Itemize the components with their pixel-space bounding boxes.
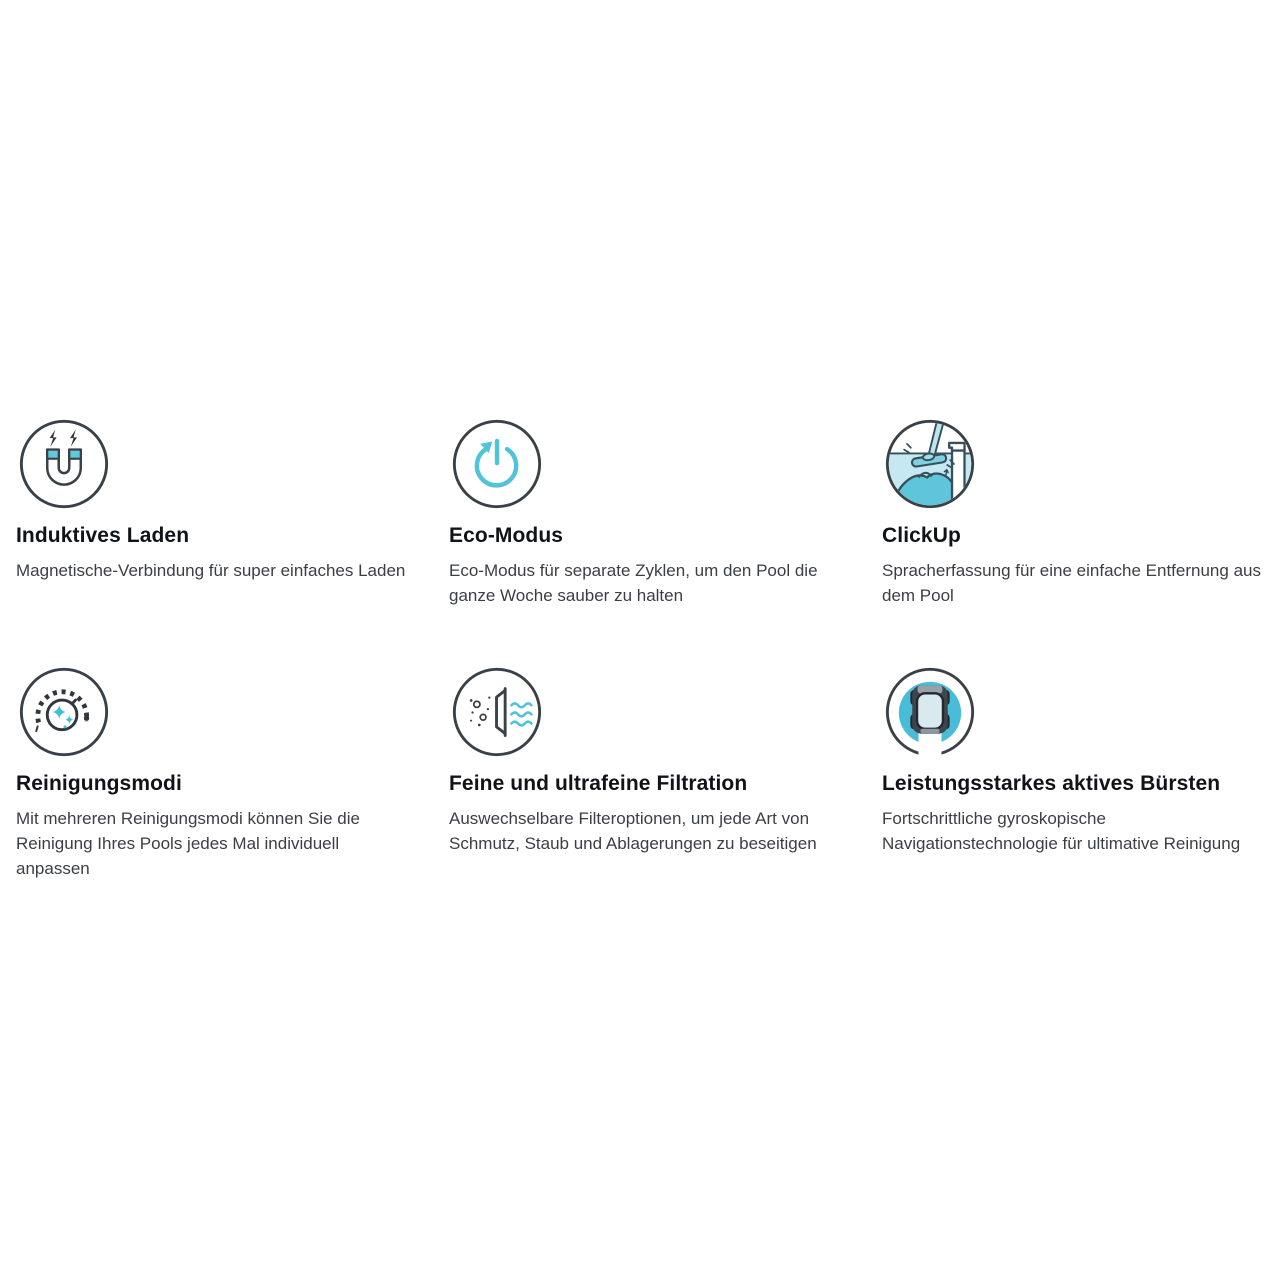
feature-grid	[16, 418, 1278, 881]
feature-card-filtration	[449, 666, 845, 881]
feature-title: ClickUp	[882, 524, 961, 547]
feature-card-active-brushing	[882, 666, 1278, 881]
feature-description: Fortschrittliche gyroskopische Navigationstechnologie für ultimative Reinigung	[882, 809, 1241, 853]
feature-title: Leistungsstarkes aktives Bürsten	[882, 772, 1221, 795]
feature-title: Reinigungsmodi	[16, 772, 182, 795]
filtration-icon	[451, 666, 543, 758]
feature-title: Eco-Modus	[449, 524, 564, 547]
magnet-icon	[18, 418, 110, 510]
feature-description: Auswechselbare Filteroptionen, um jede Art von Schmutz, Staub und Ablagerungen zu beseitigen	[449, 809, 817, 853]
feature-card-cleaning-modes	[16, 666, 412, 881]
feature-title: Feine und ultrafeine Filtration	[449, 772, 748, 795]
power-eco-icon	[451, 418, 543, 510]
cleaning-modes-dial-icon	[18, 666, 110, 758]
feature-description: Spracherfassung für eine einfache Entfernung aus dem Pool	[882, 561, 1261, 605]
feature-description: Mit mehreren Reinigungsmodi können Sie die Reinigung Ihres Pools jedes Mal individuell anpassen	[16, 809, 360, 878]
feature-card-clickup	[882, 418, 1278, 608]
robot-top-view-icon	[884, 666, 976, 758]
feature-description: Eco-Modus für separate Zyklen, um den Pool die ganze Woche sauber zu halten	[449, 561, 818, 605]
feature-title: Induktives Laden	[16, 524, 190, 547]
feature-description: Magnetische-Verbindung für super einfaches Laden	[16, 561, 406, 580]
feature-card-inductive-charging	[16, 418, 412, 608]
clickup-pole-icon	[884, 418, 976, 510]
feature-card-eco-mode	[449, 418, 845, 608]
